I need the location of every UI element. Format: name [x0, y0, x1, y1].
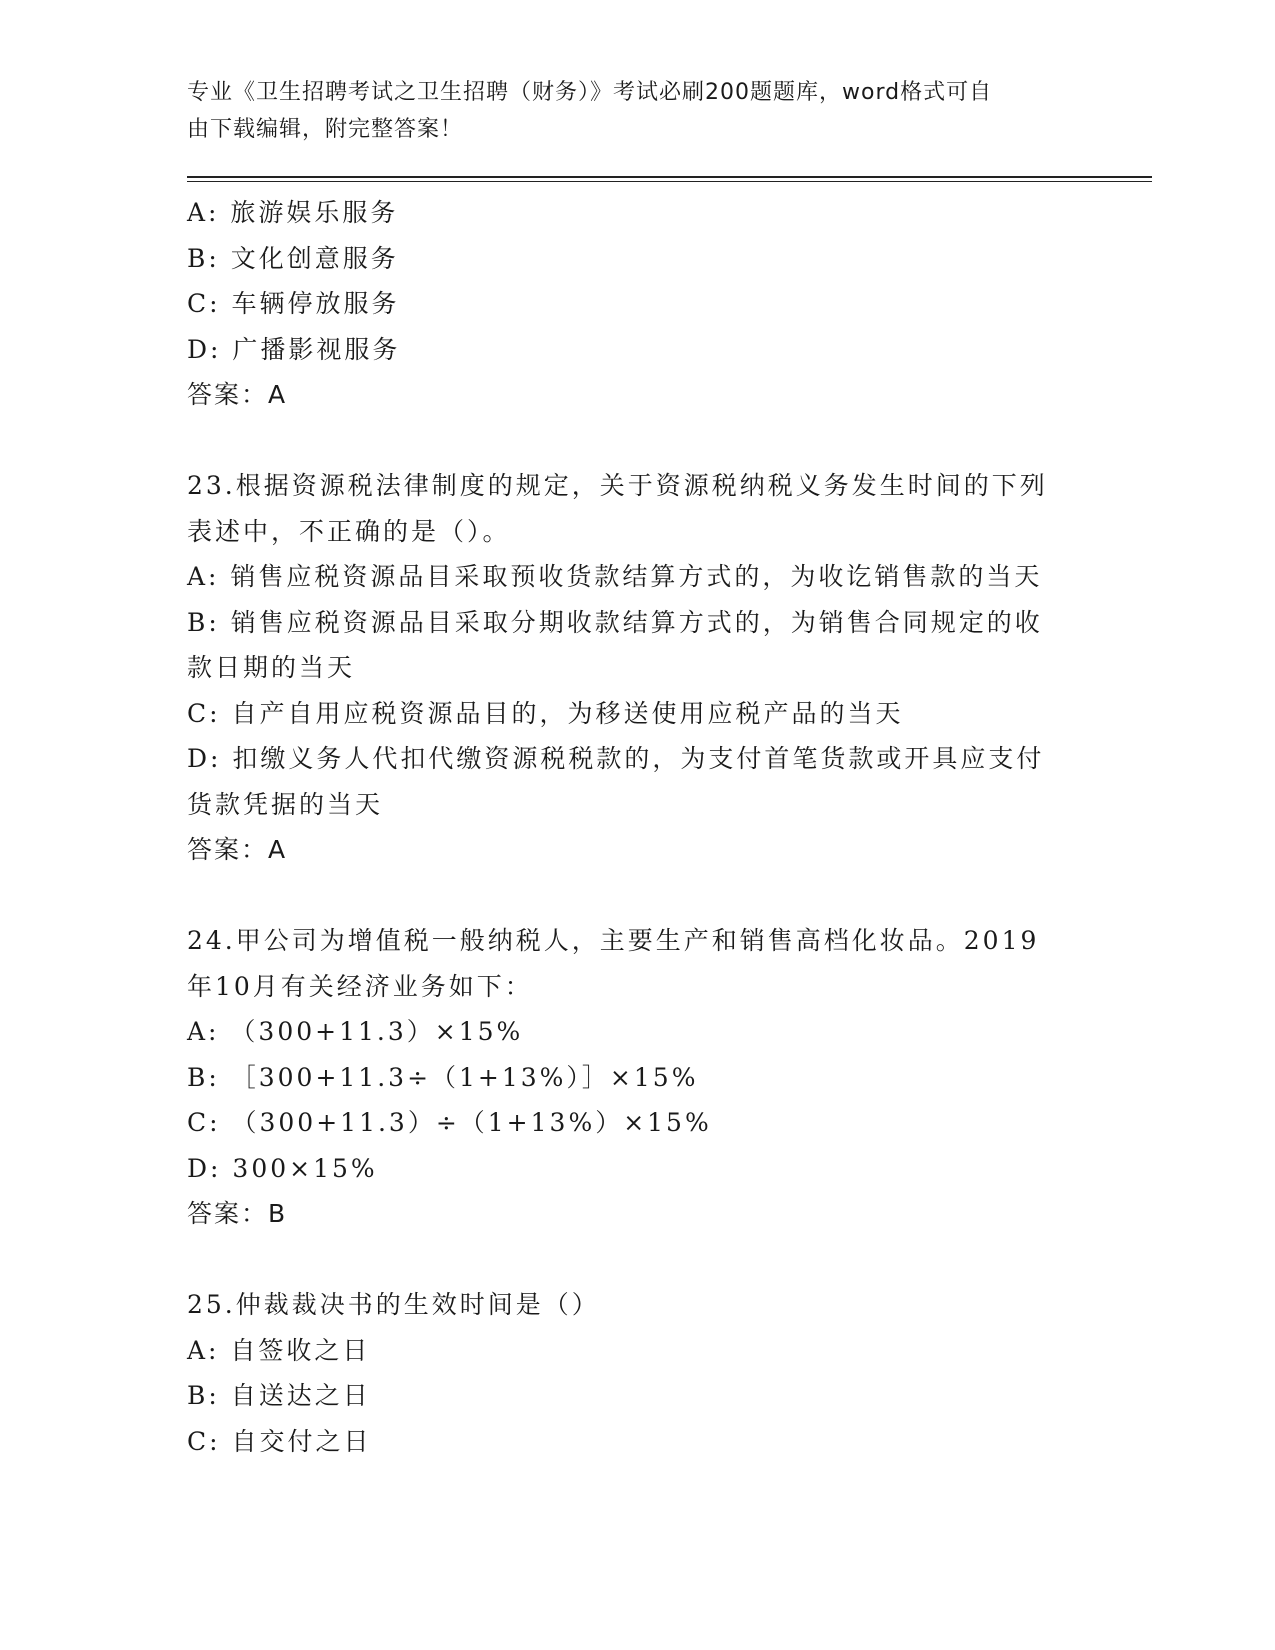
option-a: A: 销售应税资源品目采取预收货款结算方式的，为收讫销售款的当天 — [187, 562, 1043, 591]
header-divider-thin — [187, 181, 1152, 182]
header-line-1: 专业《卫生招聘考试之卫生招聘（财务）》考试必刷200题题库，word格式可自 — [187, 80, 993, 105]
option-d: D: 300×15% — [187, 1153, 378, 1183]
question-stem: 25.仲裁裁决书的生效时间是（） — [187, 1290, 600, 1319]
question-stem: 24.甲公司为增值税一般纳税人，主要生产和销售高档化妆品。2019 — [187, 926, 1040, 955]
option-b: B: ［300+11.3÷（1+13%）］×15% — [187, 1062, 699, 1092]
question-24 — [187, 918, 1087, 1237]
answer-line: 答案：A — [187, 835, 288, 864]
option-a: A: （300+11.3）×15% — [187, 1017, 524, 1046]
option-c: C: 自产自用应税资源品目的，为移送使用应税产品的当天 — [187, 698, 904, 728]
option-d: D: 扣缴义务人代扣代缴资源税税款的，为支付首笔货款或开具应支付 — [187, 744, 1045, 773]
option-c: C: 车辆停放服务 — [187, 289, 400, 318]
option-d: D: 广播影视服务 — [187, 334, 401, 364]
option-b-continued: 款日期的当天 — [187, 653, 356, 682]
option-b: B: 自送达之日 — [187, 1381, 371, 1410]
option-b: B: 销售应税资源品目采取分期收款结算方式的，为销售合同规定的收 — [187, 607, 1043, 637]
spacer — [187, 1237, 1087, 1283]
question-22 — [187, 190, 1087, 418]
option-c: C: 自交付之日 — [187, 1426, 372, 1456]
spacer — [187, 873, 1087, 919]
option-b: B: 文化创意服务 — [187, 243, 399, 273]
option-c: C: （300+11.3）÷（1+13%）×15% — [187, 1108, 712, 1137]
question-list — [187, 190, 1087, 1464]
answer-line: 答案：A — [187, 380, 288, 409]
option-d-continued: 货款凭据的当天 — [187, 789, 384, 819]
question-23 — [187, 463, 1087, 873]
answer-line: 答案：B — [187, 1199, 288, 1228]
question-stem: 表述中，不正确的是（）。 — [187, 516, 511, 546]
spacer — [187, 418, 1087, 464]
question-stem: 23.根据资源税法律制度的规定，关于资源税纳税义务发生时间的下列 — [187, 471, 1048, 500]
question-stem: 年10月有关经济业务如下： — [187, 971, 533, 1001]
header-divider-thick — [187, 176, 1152, 178]
header-line-2: 由下载编辑，附完整答案！ — [187, 117, 464, 142]
question-25 — [187, 1282, 1087, 1464]
option-a: A: 旅游娱乐服务 — [187, 198, 399, 227]
document-header — [187, 74, 1077, 148]
option-a: A: 自签收之日 — [187, 1335, 371, 1365]
